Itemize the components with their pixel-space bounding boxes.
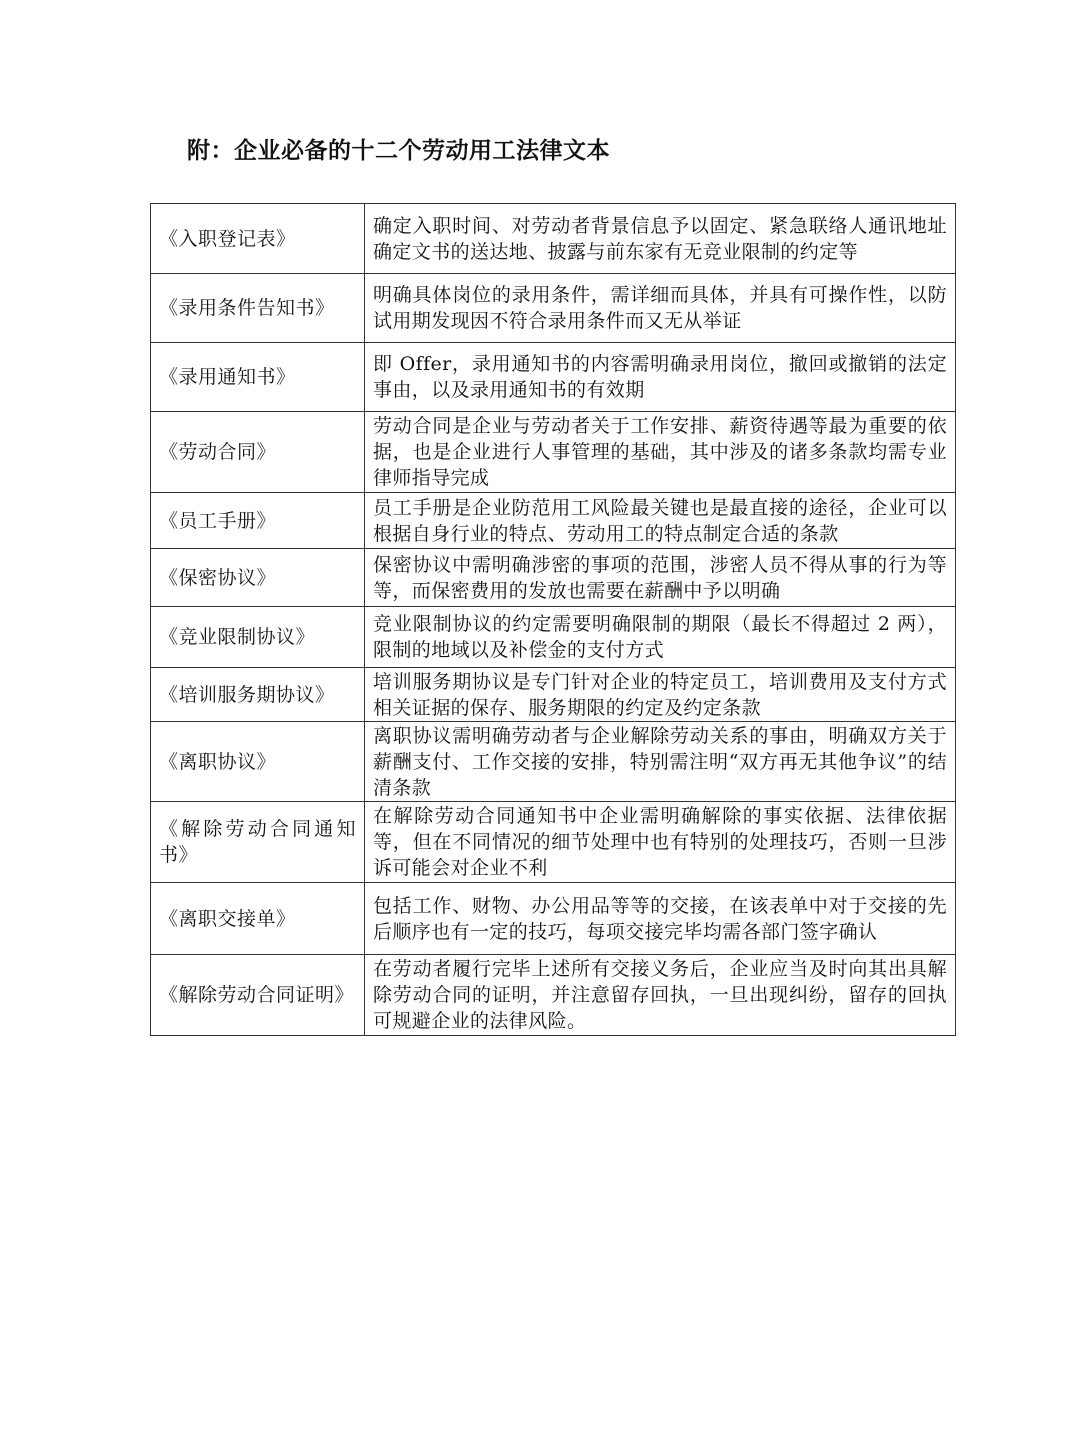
- document-description: 劳动合同是企业与劳动者关于工作安排、薪资待遇等最为重要的依据，也是企业进行人事管理的基础，其中涉及的诸多条款均需专业律师指导完成: [365, 412, 956, 493]
- document-name: 《录用通知书》: [151, 343, 365, 412]
- document-description: 明确具体岗位的录用条件，需详细而具体，并具有可操作性，以防试用期发现因不符合录用条件而又无从举证: [365, 274, 956, 343]
- document-name: 《劳动合同》: [151, 412, 365, 493]
- table-row: [151, 607, 956, 668]
- document-description: 包括工作、财物、办公用品等等的交接，在该表单中对于交接的先后顺序也有一定的技巧，每项交接完毕均需各部门签字确认: [365, 883, 956, 955]
- table-row: [151, 493, 956, 549]
- table-row: [151, 204, 956, 274]
- table-row: [151, 802, 956, 883]
- document-name: 《离职交接单》: [151, 883, 365, 955]
- document-name: 《竞业限制协议》: [151, 607, 365, 668]
- table-row: [151, 343, 956, 412]
- document-name: 《录用条件告知书》: [151, 274, 365, 343]
- page-title: 附：企业必备的十二个劳动用工法律文本: [187, 138, 610, 164]
- table-row: [151, 274, 956, 343]
- document-description: 即 Offer，录用通知书的内容需明确录用岗位，撤回或撤销的法定事由，以及录用通知书的有效期: [365, 343, 956, 412]
- document-description: 在解除劳动合同通知书中企业需明确解除的事实依据、法律依据等，但在不同情况的细节处理中也有特别的处理技巧，否则一旦涉诉可能会对企业不利: [365, 802, 956, 883]
- table-row: [151, 883, 956, 955]
- table-row: [151, 955, 956, 1036]
- table-row: [151, 549, 956, 607]
- document-name: 《保密协议》: [151, 549, 365, 607]
- document-name: 《培训服务期协议》: [151, 668, 365, 722]
- legal-documents-table: [150, 203, 956, 1036]
- document-name: 《解除劳动合同证明》: [151, 955, 365, 1036]
- table-row: [151, 412, 956, 493]
- table-row: [151, 668, 956, 722]
- document-name: 《解除劳动合同通知书》: [151, 802, 365, 883]
- document-description: 员工手册是企业防范用工风险最关键也是最直接的途径，企业可以根据自身行业的特点、劳动用工的特点制定合适的条款: [365, 493, 956, 549]
- document-description: 离职协议需明确劳动者与企业解除劳动关系的事由，明确双方关于薪酬支付、工作交接的安排，特别需注明“双方再无其他争议”的结清条款: [365, 722, 956, 802]
- document-description: 保密协议中需明确涉密的事项的范围，涉密人员不得从事的行为等等，而保密费用的发放也需要在薪酬中予以明确: [365, 549, 956, 607]
- document-description: 在劳动者履行完毕上述所有交接义务后，企业应当及时向其出具解除劳动合同的证明，并注意留存回执，一旦出现纠纷，留存的回执可规避企业的法律风险。: [365, 955, 956, 1036]
- document-name: 《离职协议》: [151, 722, 365, 802]
- document-description: 培训服务期协议是专门针对企业的特定员工，培训费用及支付方式相关证据的保存、服务期限的约定及约定条款: [365, 668, 956, 722]
- document-name: 《员工手册》: [151, 493, 365, 549]
- table-row: [151, 722, 956, 802]
- document-description: 确定入职时间、对劳动者背景信息予以固定、紧急联络人通讯地址确定文书的送达地、披露与前东家有无竞业限制的约定等: [365, 204, 956, 274]
- document-description: 竞业限制协议的约定需要明确限制的期限（最长不得超过 2 两），限制的地域以及补偿金的支付方式: [365, 607, 956, 668]
- document-name: 《入职登记表》: [151, 204, 365, 274]
